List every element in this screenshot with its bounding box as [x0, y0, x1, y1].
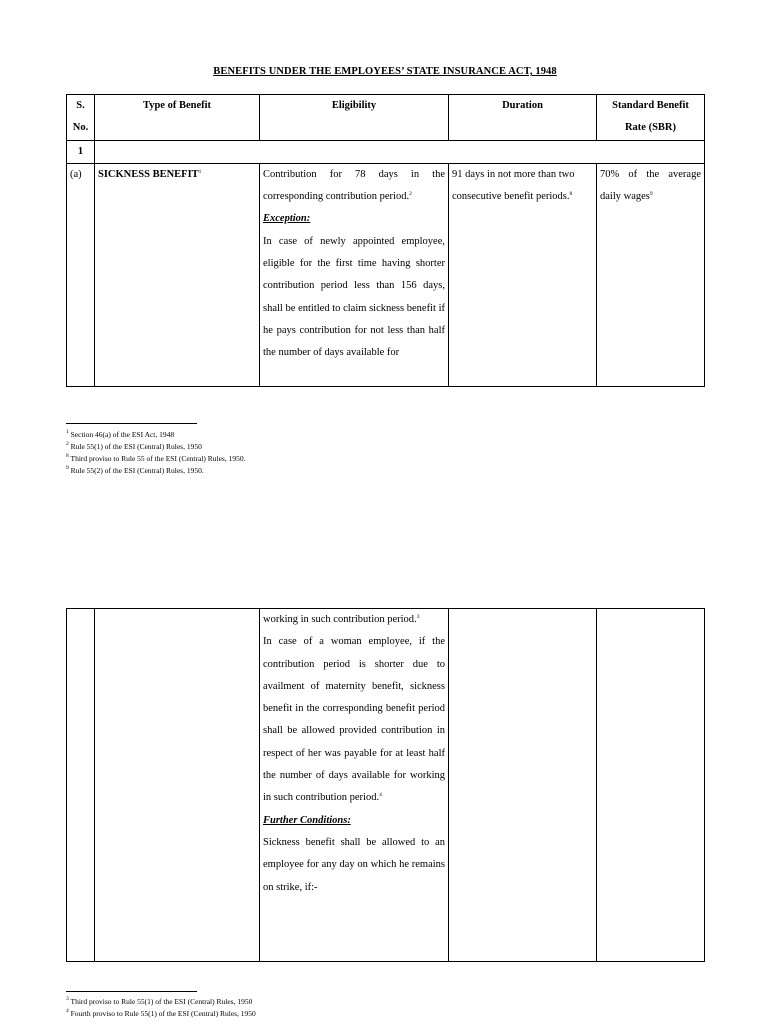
footnote — [66, 441, 706, 453]
sbr-text: 70% of the average daily wages — [600, 168, 701, 203]
eligibility-main-text — [263, 164, 445, 209]
eligibility-cell-continued — [260, 609, 449, 962]
footnote-ref: 3 — [416, 614, 420, 620]
footnote-ref: 2 — [409, 191, 412, 198]
footnote-number: 8 — [66, 453, 69, 459]
benefits-table-continued — [66, 608, 705, 962]
footnote-separator — [66, 991, 197, 992]
table-header-row — [67, 95, 705, 141]
footnote-number: 3 — [66, 996, 69, 1002]
duration-cell — [449, 163, 597, 386]
footnote-text: Rule 55(1) of the ESI (Central) Rules, 1950 — [70, 442, 202, 451]
header-eligibility: Eligibility — [260, 95, 449, 141]
footnote-ref: 8 — [569, 191, 573, 198]
benefit-type-empty — [95, 609, 260, 962]
footnote-text: Fourth proviso to Rule 55(1) of the ESI (Central) Rules, 1950 — [70, 1009, 256, 1018]
table-row — [67, 163, 705, 386]
duration-empty — [449, 609, 597, 962]
sbr-cell — [597, 163, 705, 386]
benefit-name: SICKNESS BENEFIT — [98, 168, 199, 180]
footnote — [66, 453, 706, 465]
footnote-text: Third proviso to Rule 55 of the ESI (Central) Rules, 1950. — [70, 454, 246, 463]
header-type-of-benefit: Type of Benefit — [95, 95, 260, 141]
footnote-number: 1 — [66, 429, 69, 435]
document-title: BENEFITS UNDER THE EMPLOYEES’ STATE INSURANCE ACT, 1948 — [213, 66, 557, 77]
header-duration: Duration — [449, 95, 597, 141]
sbr-empty — [597, 609, 705, 962]
footnote-number: 4 — [66, 1008, 69, 1014]
footnote-text: Third proviso to Rule 55(1) of the ESI (Central) Rules, 1950 — [70, 997, 253, 1006]
duration-text: 91 days in not more than two consecutive benefit periods. — [452, 168, 575, 203]
eligibility-cell — [260, 163, 449, 386]
section-row-blank — [95, 140, 705, 163]
header-sno — [67, 95, 95, 141]
woman-text: In case of a woman employee, if the contribution period is shorter due to availment of maternity benefit, sickness benefit in the corresponding benefit period shall be allowed provided contribution in respect of her was payable for at least half the number of days available for working in such contribution period. — [263, 636, 445, 804]
header-sno-line1: S. — [76, 100, 85, 111]
row-label: (a) — [67, 163, 95, 386]
header-sno-line2: No. — [72, 122, 89, 134]
section-number: 1 — [67, 140, 95, 163]
footnote-ref: 4 — [379, 792, 382, 799]
footnote-number: 9 — [66, 465, 69, 471]
footnote-text: Rule 55(2) of the ESI (Central) Rules, 1950. — [70, 466, 204, 475]
footnote-ref: 9 — [649, 191, 653, 198]
exception-text: In case of newly appointed employee, eligible for the first time having shorter contribution period less than 156 days, shall be entitled to claim sickness benefit if he pays contribution for not less than half the number of days available for — [263, 235, 445, 359]
footnote-separator — [66, 423, 197, 424]
footnote — [66, 1008, 706, 1020]
footnote-number: 2 — [66, 441, 69, 447]
footnote — [66, 429, 706, 441]
footnote-text: Section 46(a) of the ESI Act, 1948 — [70, 430, 175, 439]
exception-text-continued — [263, 609, 445, 631]
footnotes-page2 — [66, 996, 706, 1020]
benefits-table — [66, 94, 705, 387]
footnote-ref: 1 — [198, 168, 202, 175]
exception-heading: Exception: — [263, 213, 311, 225]
section-row — [67, 140, 705, 163]
header-sbr-line2: Rate (SBR) — [624, 122, 677, 134]
row-label-empty — [67, 609, 95, 962]
further-conditions-text: Sickness benefit shall be allowed to an employee for any day on which he remains on strike, if:- — [263, 836, 445, 893]
footnotes-page1 — [66, 429, 706, 477]
woman-employee-text — [263, 631, 445, 809]
table-row — [67, 609, 705, 962]
footnote — [66, 996, 706, 1008]
header-sbr-line1: Standard Benefit — [612, 100, 689, 111]
benefit-type-cell — [95, 163, 260, 386]
footnote — [66, 465, 706, 477]
eligibility-main: Contribution for 78 days in the corresponding contribution period. — [263, 168, 445, 203]
further-conditions-heading: Further Conditions: — [263, 814, 351, 826]
header-sbr — [597, 95, 705, 141]
exception-text-2: working in such contribution period. — [263, 614, 417, 625]
